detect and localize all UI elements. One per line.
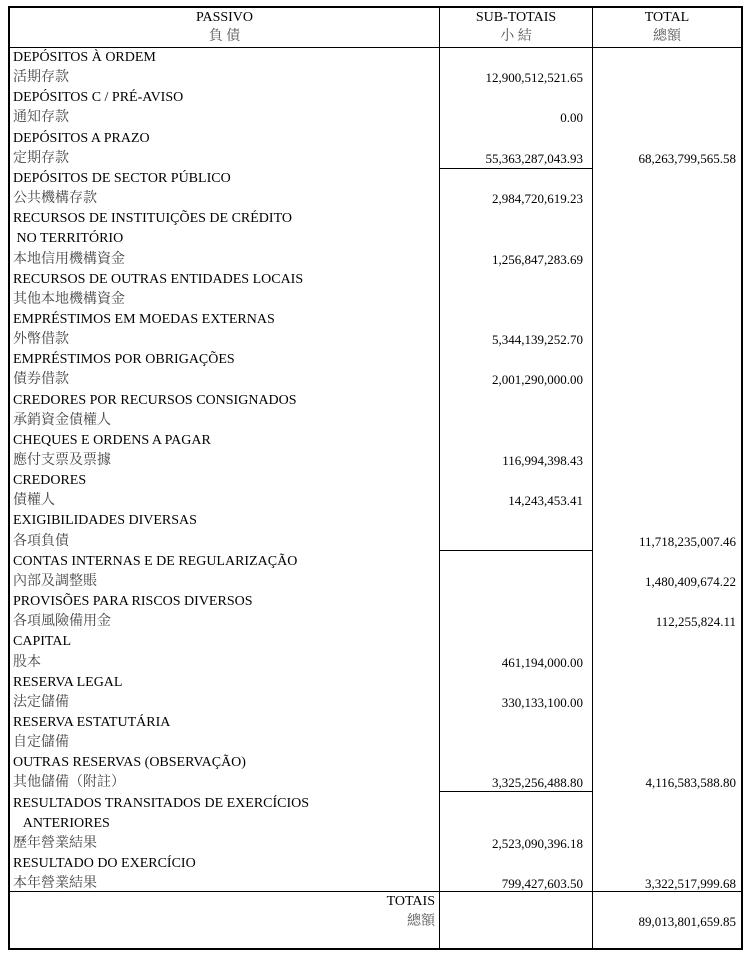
totals-label-cn: 總額 — [407, 914, 435, 929]
table-row — [10, 673, 741, 693]
row-subtotal: 12,900,512,521.65 — [485, 70, 583, 86]
table-row — [10, 169, 741, 189]
table-row — [10, 431, 741, 451]
header-subtotais-pt: SUB-TOTAIS — [475, 10, 557, 25]
row-subtotal: 2,001,290,000.00 — [492, 372, 583, 388]
table-row — [10, 511, 741, 531]
row-label-cn: 內部及調整賬 — [13, 573, 97, 589]
table-row — [10, 48, 741, 68]
row-label-pt: ANTERIORES — [13, 815, 110, 831]
table-row — [10, 370, 741, 390]
table-row — [10, 713, 741, 733]
table-row — [10, 270, 741, 290]
row-label-cn: 外幣借款 — [13, 332, 69, 348]
row-label-pt: RECURSOS DE INSTITUIÇÕES DE CRÉDITO — [13, 211, 292, 227]
table-row — [10, 471, 741, 491]
row-label-cn: 股本 — [13, 654, 41, 670]
table-row — [10, 209, 741, 229]
row-label-cn: 本年營業結果 — [13, 876, 97, 892]
table-row — [10, 149, 741, 169]
row-total: 3,322,517,999.68 — [645, 876, 736, 892]
row-label-cn: 自定儲備 — [13, 735, 69, 751]
row-label-pt: DEPÓSITOS C / PRÉ-AVISO — [13, 90, 184, 106]
row-label-cn: 各項負債 — [13, 533, 69, 549]
row-label-pt: EXIGIBILIDADES DIVERSAS — [13, 513, 197, 529]
table-row — [10, 773, 741, 793]
table-row — [10, 330, 741, 350]
row-label-cn: 各項風險備用金 — [13, 614, 111, 630]
row-label-cn: 承銷資金債權人 — [13, 412, 111, 428]
row-label-pt: CAPITAL — [13, 634, 71, 650]
table-row — [10, 572, 741, 592]
row-subtotal: 5,344,139,252.70 — [492, 332, 583, 348]
row-label-pt: CREDORES POR RECURSOS CONSIGNADOS — [13, 392, 297, 408]
table-row — [10, 733, 741, 753]
row-label-pt: EMPRÉSTIMOS POR OBRIGAÇÕES — [13, 352, 235, 368]
header-passivo — [10, 8, 439, 46]
table-row — [10, 310, 741, 330]
table-row — [10, 612, 741, 632]
row-subtotal: 3,325,256,488.80 — [492, 775, 583, 791]
row-label-pt: OUTRAS RESERVAS (OBSERVAÇÃO) — [13, 755, 246, 771]
row-label-pt: DEPÓSITOS A PRAZO — [13, 130, 150, 146]
row-subtotal: 1,256,847,283.69 — [492, 251, 583, 267]
row-label-cn: 應付支票及票據 — [13, 453, 111, 468]
table-row — [10, 491, 741, 511]
row-subtotal: 0.00 — [560, 110, 583, 126]
table-row — [10, 290, 741, 310]
row-label-pt: RECURSOS DE OUTRAS ENTIDADES LOCAIS — [13, 271, 304, 287]
row-label-cn: 通知存款 — [13, 110, 69, 126]
table-row — [10, 189, 741, 209]
table-row — [10, 794, 741, 814]
row-label-cn: 債權人 — [13, 493, 55, 509]
row-label-pt: RESERVA ESTATUTÁRIA — [13, 714, 171, 730]
table-row — [10, 874, 741, 894]
row-label-pt: PROVISÕES PARA RISCOS DIVERSOS — [13, 594, 253, 610]
header-passivo-pt: PASSIVO — [195, 10, 254, 25]
header-total-pt: TOTAL — [644, 10, 690, 25]
row-total: 1,480,409,674.22 — [645, 573, 736, 589]
table-row — [10, 592, 741, 612]
table-row — [10, 350, 741, 370]
row-label-pt: RESULTADOS TRANSITADOS DE EXERCÍCIOS — [13, 795, 310, 811]
row-label-cn: 其他儲備（附註） — [13, 775, 125, 791]
row-label-pt: CONTAS INTERNAS E DE REGULARIZAÇÃO — [13, 553, 298, 569]
row-label-pt: EMPRÉSTIMOS EM MOEDAS EXTERNAS — [13, 311, 275, 327]
row-subtotal: 14,243,453.41 — [508, 493, 583, 509]
header-total — [593, 8, 741, 46]
table-row — [10, 854, 741, 874]
table-row — [10, 814, 741, 834]
row-subtotal: 799,427,603.50 — [501, 876, 583, 892]
row-subtotal: 116,994,398.43 — [502, 453, 583, 468]
row-total: 68,263,799,565.58 — [638, 150, 736, 166]
row-label-pt: CHEQUES E ORDENS A PAGAR — [13, 432, 211, 448]
row-label-cn: 活期存款 — [13, 70, 69, 86]
row-label-cn: 法定儲備 — [13, 694, 69, 710]
table-row — [10, 68, 741, 88]
header-subtotais — [440, 8, 592, 46]
row-total: 11,718,235,007.46 — [638, 533, 736, 549]
grand-total-value: 89,013,801,659.85 — [638, 914, 736, 929]
header-total-cn: 總額 — [653, 29, 681, 44]
table-row — [10, 653, 741, 673]
header-passivo-cn: 負 債 — [208, 29, 241, 44]
row-label-pt: RESERVA LEGAL — [13, 674, 123, 690]
row-subtotal: 330,133,100.00 — [501, 694, 583, 710]
table-row — [10, 532, 741, 552]
row-label-pt: NO TERRITÓRIO — [13, 231, 124, 247]
row-label-pt: DEPÓSITOS DE SECTOR PÚBLICO — [13, 170, 231, 186]
table-row — [10, 108, 741, 128]
table-row — [10, 693, 741, 713]
table-row — [10, 834, 741, 854]
row-total: 112,255,824.11 — [655, 614, 736, 630]
table-row — [10, 88, 741, 108]
balance-sheet-liabilities — [8, 6, 743, 950]
table-row — [10, 411, 741, 431]
header-subtotais-cn: 小 結 — [500, 29, 532, 44]
row-label-pt: DEPÓSITOS À ORDEM — [13, 50, 156, 65]
table-row — [10, 391, 741, 411]
row-total: 4,116,583,588.80 — [645, 775, 736, 791]
row-label-cn: 本地信用機構資金 — [13, 251, 125, 267]
table-row — [10, 632, 741, 652]
row-label-pt: CREDORES — [13, 473, 87, 489]
totals-label-pt: TOTAIS — [386, 894, 435, 909]
table-row — [10, 552, 741, 572]
row-label-cn: 歷年營業結果 — [13, 835, 97, 851]
row-subtotal: 2,984,720,619.23 — [492, 191, 583, 207]
table-row — [10, 451, 741, 471]
table-row — [10, 250, 741, 270]
row-label-cn: 其他本地機構資金 — [13, 291, 125, 307]
table-row — [10, 129, 741, 149]
table-row — [10, 753, 741, 773]
row-label-cn: 定期存款 — [13, 150, 69, 166]
table-row — [10, 229, 741, 249]
row-subtotal: 461,194,000.00 — [501, 654, 583, 670]
row-subtotal: 2,523,090,396.18 — [492, 835, 583, 851]
row-label-cn: 公共機構存款 — [13, 191, 97, 207]
row-label-pt: RESULTADO DO EXERCÍCIO — [13, 856, 196, 871]
row-subtotal: 55,363,287,043.93 — [485, 150, 583, 166]
row-label-cn: 債券借款 — [13, 372, 69, 388]
